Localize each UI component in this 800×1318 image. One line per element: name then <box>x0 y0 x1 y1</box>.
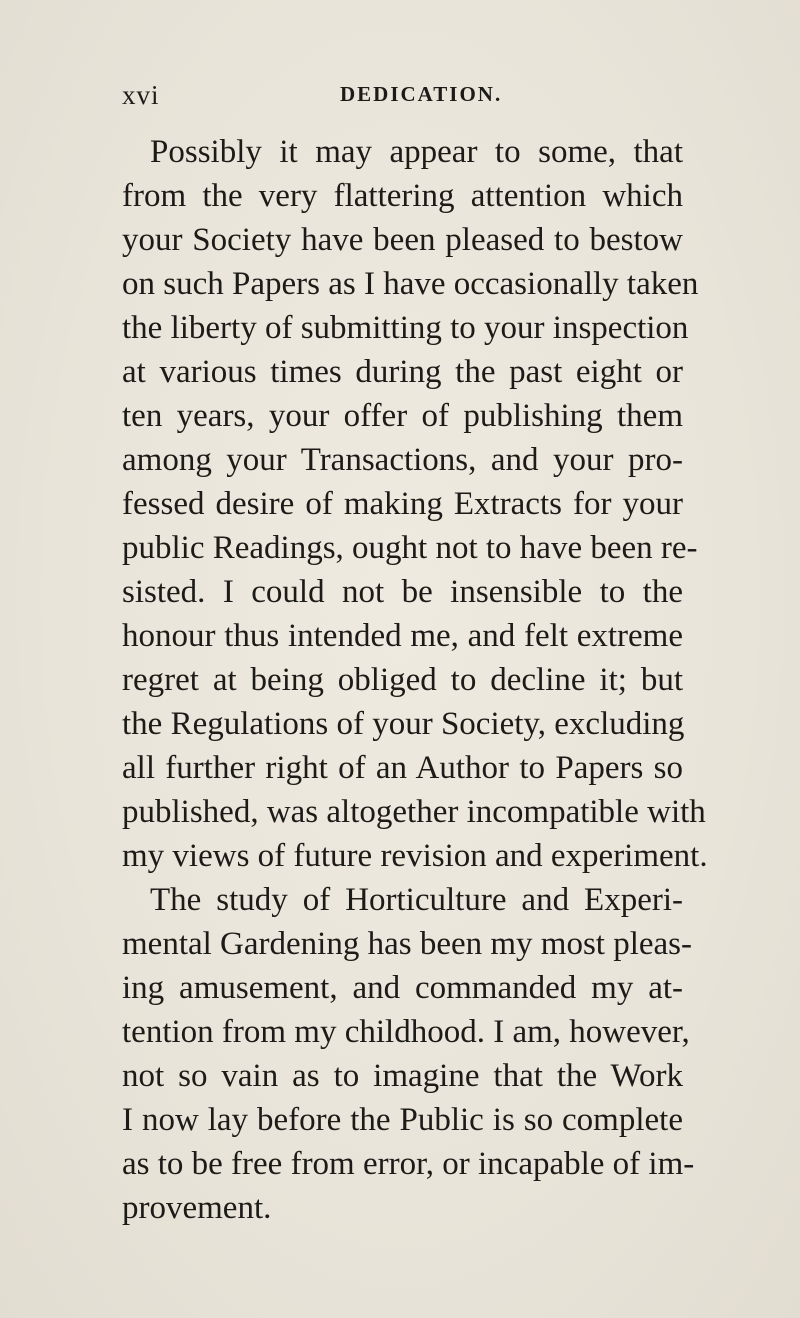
text-line: at various times during the past eight or <box>122 354 683 390</box>
text-line: honour thus intended me, and felt extreme <box>122 618 683 654</box>
running-title: DEDICATION. <box>340 82 503 106</box>
text-line: Possibly it may appear to some, that <box>150 134 683 170</box>
text-line: the liberty of submitting to your inspection <box>122 310 689 346</box>
text-line: your Society have been pleased to bestow <box>122 222 683 258</box>
text-line: regret at being obliged to decline it; but <box>122 662 683 698</box>
text-line: as to be free from error, or incapable of im- <box>122 1146 695 1182</box>
page-number: xvi <box>122 80 160 110</box>
text-line: on such Papers as I have occasionally taken <box>122 266 699 302</box>
text-line: tention from my childhood. I am, however, <box>122 1014 690 1050</box>
text-line: sisted. I could not be insensible to the <box>122 574 683 610</box>
text-line: my views of future revision and experiment. <box>122 838 708 874</box>
page-header <box>122 80 682 110</box>
text-line: the Regulations of your Society, excluding <box>122 706 685 742</box>
text-line: public Readings, ought not to have been re- <box>122 530 698 566</box>
text-line: provement. <box>122 1190 272 1226</box>
text-line: ing amusement, and commanded my at- <box>122 970 683 1006</box>
text-line: among your Transactions, and your pro- <box>122 442 683 478</box>
text-line: published, was altogether incompatible with <box>122 794 706 830</box>
text-line: ten years, your offer of publishing them <box>122 398 683 434</box>
text-line: from the very flattering attention which <box>122 178 683 214</box>
text-line: not so vain as to imagine that the Work <box>122 1058 683 1094</box>
text-line: fessed desire of making Extracts for your <box>122 486 683 522</box>
text-line: mental Gardening has been my most pleas- <box>122 926 693 962</box>
text-line: all further right of an Author to Papers so <box>122 750 683 786</box>
text-line: I now lay before the Public is so complete <box>122 1102 683 1138</box>
text-line: The study of Horticulture and Experi- <box>150 882 683 918</box>
